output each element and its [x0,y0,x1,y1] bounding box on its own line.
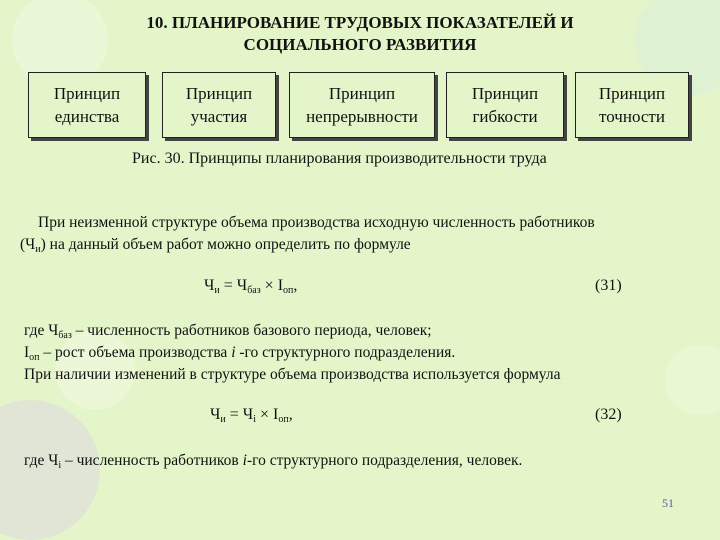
structure-change-note: При наличии изменений в структуре объема производства используется формула [24,366,561,383]
figure-caption: Рис. 30. Принципы планирования производительности труда [132,150,547,167]
principle-box-flexibility: Принцип гибкости [446,72,564,138]
page-title: 10. ПЛАНИРОВАНИЕ ТРУДОВЫХ ПОКАЗАТЕЛЕЙ И СОЦИАЛЬНОГО РАЗВИТИЯ [146,13,574,54]
definition-iop: $I_{оп}$ – рост объема производства i -го структурного подразделения. [24,344,456,363]
equation-number-31: (31) [595,277,622,294]
intro-line-2: $(Ч_и)$ на данный объем работ можно определить по формуле [20,236,411,255]
equation-number-32: (32) [595,406,622,423]
principle-box-unity: Принцип единства [28,72,146,138]
principle-box-continuity: Принцип непрерывности [289,72,435,138]
definition-ci: где $Ч_i$ – численность работников i-го структурного подразделения, человек. [24,452,523,471]
intro-line-1: При неизменной структуре объема производства исходную численность работников [38,214,595,231]
formula-31: $Ч_и = Ч_{баз} \times I_{оп}$, [204,277,298,296]
page-number: 51 [662,496,674,510]
definition-cbaz: где $Ч_{баз}$ – численность работников базового периода, человек; [24,322,432,341]
principle-box-accuracy: Принцип точности [575,72,689,138]
formula-32: $Ч_и = Ч_i \times I_{оп}$, [210,406,293,425]
principle-box-participation: Принцип участия [162,72,276,138]
